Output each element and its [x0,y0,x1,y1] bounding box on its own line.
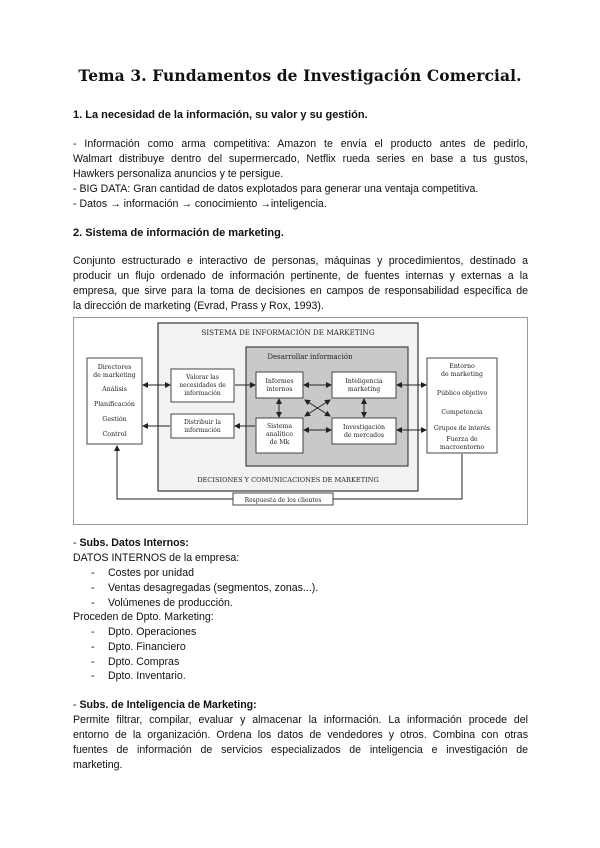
section1-line: - Información como arma competitiva: Amazon te envía el producto antes de pedirlo, [73,138,528,150]
environment-text: Grupos de interés [433,425,491,432]
subs-intel-heading-line [73,698,533,713]
diagram-bottom-label: DECISIONES Y COMUNICACIONES DE MARKETING [197,476,379,484]
subs-intel-line: entorno de la organización. Ordena los datos de vendedores y otros. Combina con otras [73,729,528,741]
section2-body [73,254,528,314]
directors-text: de marketing [93,372,136,379]
subs-intel-line: Permite filtrar, compilar, evaluar y almacenar la información. La información procede del [73,714,528,726]
internal-text: internos [266,386,293,393]
directors-text: Análisis [102,386,127,393]
intel-text: marketing [347,386,381,393]
section1-line: Walmart distribuye dentro del supermercado, Netflix rueda series en base a tus gustos, [73,153,528,165]
distribute-box [171,414,234,438]
list-item: - Dpto. Compras [91,656,180,668]
list-item: - Ventas desagregadas (segmentos, zonas...). [91,582,319,594]
subs-internal-intro: DATOS INTERNOS de la empresa: [73,552,240,564]
research-text: Investigación [342,424,386,431]
section2-line: empresa, que sirve para la toma de decisiones en campos de responsabilidad específica de [73,285,528,297]
section2-line: producir un flujo ordenado de información pertinente, de fuentes internas y externas a la [73,270,528,282]
directors-text: Control [102,431,127,438]
directors-text: Planificación [94,401,135,408]
environment-text: Público objetivo [436,390,488,397]
section1-heading: 1. La necesidad de la información, su valor y su gestión. [73,109,368,121]
marketing-information-system-diagram [73,317,528,525]
list-item: - Volúmenes de producción. [91,597,233,609]
section1-line: - BIG DATA: Gran cantidad de datos explotados para generar una ventaja competitiva. [73,183,479,195]
page-title: Tema 3. Fundamentos de Investigación Comercial. [78,66,522,85]
develop-label: Desarrollar información [267,353,353,361]
assess-text: necesidades de [179,382,226,389]
intelligence-box [332,372,396,398]
subs-intel-line: fuentes de información de servicios especializados de inteligencia e investigación de [73,744,528,756]
section2-line: Conjunto estructurado e interactivo de personas, máquinas y procedimientos, destinado a [73,255,528,267]
section1-body [73,137,528,212]
distribute-text: información [184,427,221,434]
directors-text: Directores [97,364,132,371]
analytic-text: analítico [266,431,293,438]
subs-internal-heading: Subs. Datos Internos: [79,537,189,549]
customer-response-label: Respuesta de los clientes [244,497,322,504]
intel-text: Inteligencia [345,378,383,385]
list-item: - Costes por unidad [91,567,194,579]
assess-text: información [184,390,221,397]
analytic-text: Sistema [266,423,293,430]
distribute-text: Distribuir la [184,419,221,426]
list-item: - Dpto. Inventario. [91,670,186,682]
market-research-box [332,418,396,444]
subs-intel-heading: Subs. de Inteligencia de Marketing: [79,699,257,711]
directors-text: Gestión [102,416,127,423]
list-item: - Dpto. Financiero [91,641,186,653]
environment-text: Fuerza de [446,436,478,443]
environment-text: Competencia [441,409,483,416]
diagram-title: SISTEMA DE INFORMACIÓN DE MARKETING [201,328,375,337]
section1-line: Hawkers personaliza anuncios y te persigue. [73,168,284,180]
section2-line: la dirección de marketing (Evrad, Prass y Rox, 1993). [73,300,324,312]
subs-internal-prefix: - [73,537,80,549]
section1-line: - Datos → información → conocimiento →inteligencia. [73,198,327,210]
subs-intel-prefix: - [73,699,80,711]
environment-text: Entorno [449,363,475,370]
assess-text: Valorar las [186,374,219,381]
environment-text: de marketing [441,371,483,378]
internal-reports-box [256,372,303,398]
internal-text: Informes [265,378,294,385]
subs-internal-heading-line [73,536,533,551]
subs-internal-from: Proceden de Dpto. Marketing: [73,611,214,623]
analytic-text: de Mk [269,439,290,446]
list-item: - Dpto. Operaciones [91,626,197,638]
subs-intel-body [73,713,528,773]
subs-intel-line: marketing. [73,759,123,771]
research-text: de mercados [343,432,385,439]
environment-text: macroentorno [439,444,485,451]
section2-heading: 2. Sistema de información de marketing. [73,227,284,239]
